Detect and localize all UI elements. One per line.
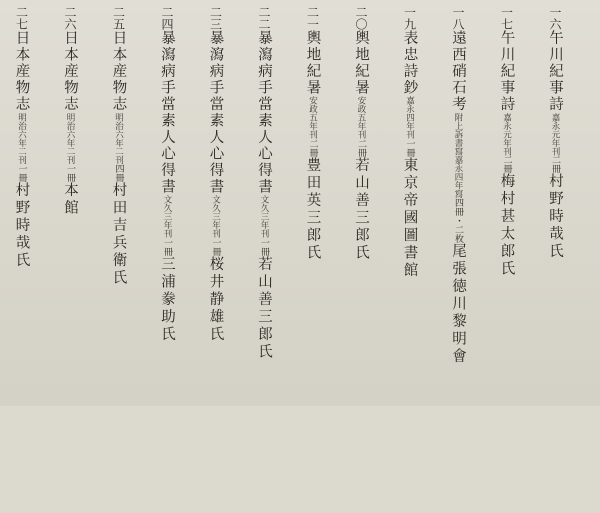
entry-number: 二七 <box>14 6 29 30</box>
entry-note: 嘉永元年刊 <box>550 112 560 155</box>
entry-note: 嘉永四年刊 <box>404 96 415 139</box>
entry-format: 一冊 <box>210 237 221 256</box>
entry-note: 安政五年刊 <box>356 96 366 139</box>
catalog-entry <box>451 6 500 402</box>
entry-number: 一九 <box>402 6 417 30</box>
catalog-entry <box>111 6 160 402</box>
entry-lender: 村野時哉氏 <box>547 173 563 261</box>
entry-note: 明治六年二刊 <box>65 112 75 164</box>
entry-title: 遠西硝石考 <box>450 30 466 113</box>
entry-title: 輿地紀暑 <box>353 30 369 96</box>
catalog-entry <box>499 6 548 402</box>
catalog-entry <box>548 6 597 402</box>
entry-number: 二三 <box>208 6 223 30</box>
entry-number: 二四 <box>160 6 174 30</box>
catalog-entry <box>257 6 306 402</box>
entry-format: 二冊 <box>307 138 318 157</box>
catalog-entry <box>63 6 112 402</box>
entry-format: 二冊 <box>356 138 366 157</box>
entry-number: 二二 <box>257 6 271 30</box>
entry-format: 四冊・二枚 <box>453 197 463 243</box>
entry-title: 日本産物志 <box>62 30 78 113</box>
entry-note: 文久三年刊 <box>162 195 172 238</box>
entry-title: 暴瀉病手當素人心得書 <box>159 30 175 195</box>
entry-lender: 若山善三郎氏 <box>353 156 369 262</box>
entry-note: 安政五年刊 <box>307 96 318 139</box>
entry-lender: 村野時哉氏 <box>13 181 30 269</box>
entry-format: 一冊 <box>162 237 172 256</box>
entry-format: 一冊 <box>404 138 415 157</box>
entry-number: 一七 <box>499 6 514 30</box>
entry-note: 明治六年二刊 <box>16 112 27 164</box>
entry-lender: 梅村甚太郎氏 <box>498 173 515 278</box>
entry-format: 一冊 <box>65 163 75 182</box>
catalog-entry <box>160 6 209 402</box>
catalog-columns <box>8 6 596 402</box>
entry-note: 文久三年刊 <box>259 195 269 238</box>
entry-format: 四冊 <box>113 163 124 182</box>
entry-note: 明治六年二刊 <box>113 112 124 164</box>
entry-number: 二〇 <box>354 6 368 30</box>
entry-number: 二一 <box>305 6 320 30</box>
entry-format: 一冊 <box>259 237 269 256</box>
entry-format: 二冊 <box>550 155 560 173</box>
entry-lender: 尾張徳川黎明會 <box>450 242 466 365</box>
entry-title: 輿地紀暑 <box>304 30 321 96</box>
entry-lender: 三浦豢助氏 <box>159 255 175 343</box>
entry-format: 二冊 <box>501 155 512 173</box>
entry-lender: 豊田英三郎氏 <box>304 156 321 262</box>
entry-title: 日本産物志 <box>110 30 127 113</box>
entry-number: 二六 <box>63 6 77 30</box>
entry-note: 文久三年刊 <box>210 195 221 238</box>
entry-lender: 東京帝國圖書館 <box>401 156 418 279</box>
catalog-entry <box>402 6 451 402</box>
entry-lender: 村田吉兵衛氏 <box>110 181 127 287</box>
entry-lender: 桜井静雄氏 <box>207 255 224 343</box>
entry-note: 嘉永元年刊 <box>501 112 512 155</box>
entry-format: 一冊 <box>16 163 27 182</box>
catalog-entry <box>208 6 257 402</box>
entry-title: 午川紀事詩 <box>498 30 515 113</box>
entry-number: 一八 <box>451 6 465 30</box>
catalog-entry <box>14 6 63 402</box>
catalog-entry <box>354 6 403 402</box>
entry-lender: 若山善三郎氏 <box>256 255 272 361</box>
entry-number: 二五 <box>111 6 126 30</box>
entry-title: 日本産物志 <box>13 30 30 113</box>
entry-note: 附上訴書寫嘉永四年寫 <box>453 112 463 198</box>
catalog-entry <box>305 6 354 402</box>
entry-title: 暴瀉病手當素人心得書 <box>256 30 272 195</box>
entry-lender: 本館 <box>62 181 78 217</box>
entry-title: 暴瀉病手當素人心得書 <box>207 30 224 195</box>
entry-number: 一六 <box>548 6 562 30</box>
catalog-entry <box>0 6 14 402</box>
entry-title: 午川紀事詩 <box>547 30 563 113</box>
entry-title: 表忠詩鈔 <box>401 30 418 96</box>
